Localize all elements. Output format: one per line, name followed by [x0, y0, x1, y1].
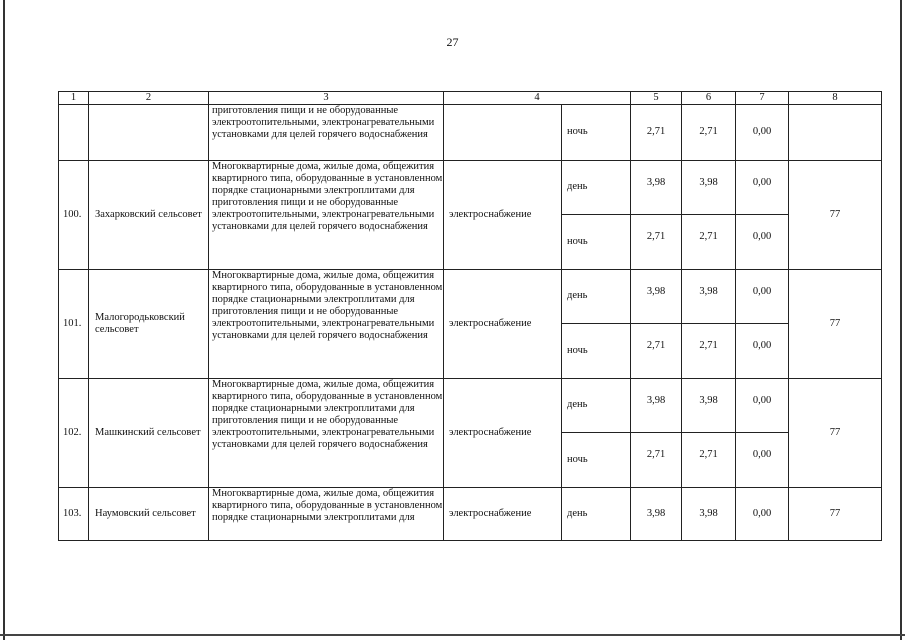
cell-time: ночь [562, 215, 631, 270]
cell-value-6: 3,98 [682, 379, 736, 433]
cell-time: день [562, 161, 631, 215]
cell-category: Многоквартирные дома, жилые дома, общежития квартирного типа, оборудованные в установленном порядке стационарными электроплитами для приготовления пищи и не оборудованные электроотопительными, электронагревательными установками для целей горячего водоснабжения [209, 270, 444, 379]
cell-time: день [562, 270, 631, 324]
cell-value-5: 2,71 [631, 105, 682, 161]
cell-value-7: 0,00 [736, 215, 789, 270]
header-cell: 7 [736, 92, 789, 105]
cell-num [59, 105, 89, 161]
cell-value-7: 0,00 [736, 433, 789, 488]
cell-value-5: 2,71 [631, 433, 682, 488]
cell-name: Малогородьковский сельсовет [89, 270, 209, 379]
cell-code: 77 [789, 379, 882, 488]
cell-category: Многоквартирные дома, жилые дома, общежития квартирного типа, оборудованные в установленном порядке стационарными электроплитами для [209, 488, 444, 541]
cell-value-6: 2,71 [682, 324, 736, 379]
cell-service: электроснабжение [444, 379, 562, 488]
table-row [59, 488, 882, 541]
cell-value-6: 2,71 [682, 215, 736, 270]
table-row [59, 105, 882, 161]
cell-service: электроснабжение [444, 270, 562, 379]
cell-value-5: 3,98 [631, 379, 682, 433]
cell-value-7: 0,00 [736, 270, 789, 324]
table-row [59, 379, 882, 433]
cell-time: ночь [562, 324, 631, 379]
cell-value-7: 0,00 [736, 324, 789, 379]
cell-name [89, 105, 209, 161]
page-bottom-border [0, 634, 905, 636]
cell-name: Машкинский сельсовет [89, 379, 209, 488]
header-cell: 1 [59, 92, 89, 105]
cell-num: 101. [59, 270, 89, 379]
cell-value-6: 3,98 [682, 161, 736, 215]
cell-name: Захарковский сельсовет [89, 161, 209, 270]
cell-value-6: 3,98 [682, 270, 736, 324]
cell-value-5: 3,98 [631, 161, 682, 215]
tariff-table [58, 91, 882, 541]
cell-service [444, 105, 562, 161]
header-cell: 2 [89, 92, 209, 105]
page-right-border [900, 0, 902, 640]
cell-time: ночь [562, 105, 631, 161]
table-row [59, 270, 882, 324]
cell-category: приготовления пищи и не оборудованные электроотопительными, электронагревательными установками для целей горячего водоснабжения [209, 105, 444, 161]
cell-value-5: 3,98 [631, 270, 682, 324]
page-left-border [3, 0, 5, 640]
cell-value-7: 0,00 [736, 161, 789, 215]
cell-value-5: 2,71 [631, 324, 682, 379]
cell-category: Многоквартирные дома, жилые дома, общежития квартирного типа, оборудованные в установленном порядке стационарными электроплитами для приготовления пищи и не оборудованные электроотопительными, электронагревательными установками для целей горячего водоснабжения [209, 379, 444, 488]
cell-num: 100. [59, 161, 89, 270]
cell-category: Многоквартирные дома, жилые дома, общежития квартирного типа, оборудованные в установленном порядке стационарными электроплитами для приготовления пищи и не оборудованные электроотопительными, электронагревательными установками для целей горячего водоснабжения [209, 161, 444, 270]
cell-num: 103. [59, 488, 89, 541]
cell-time: день [562, 488, 631, 541]
cell-time: день [562, 379, 631, 433]
header-cell: 3 [209, 92, 444, 105]
page-number: 27 [446, 35, 459, 49]
cell-value-6: 2,71 [682, 433, 736, 488]
cell-code [789, 105, 882, 161]
cell-time: ночь [562, 433, 631, 488]
header-cell: 5 [631, 92, 682, 105]
cell-name: Наумовский сельсовет [89, 488, 209, 541]
cell-value-7: 0,00 [736, 379, 789, 433]
cell-code: 77 [789, 488, 882, 541]
header-cell: 4 [444, 92, 631, 105]
cell-value-6: 2,71 [682, 105, 736, 161]
cell-code: 77 [789, 270, 882, 379]
header-row [59, 92, 882, 105]
cell-value-7: 0,00 [736, 488, 789, 541]
cell-value-5: 2,71 [631, 215, 682, 270]
header-cell: 8 [789, 92, 882, 105]
cell-num: 102. [59, 379, 89, 488]
cell-service: электроснабжение [444, 488, 562, 541]
table-row [59, 161, 882, 215]
cell-code: 77 [789, 161, 882, 270]
cell-value-5: 3,98 [631, 488, 682, 541]
cell-service: электроснабжение [444, 161, 562, 270]
cell-value-7: 0,00 [736, 105, 789, 161]
cell-value-6: 3,98 [682, 488, 736, 541]
header-cell: 6 [682, 92, 736, 105]
